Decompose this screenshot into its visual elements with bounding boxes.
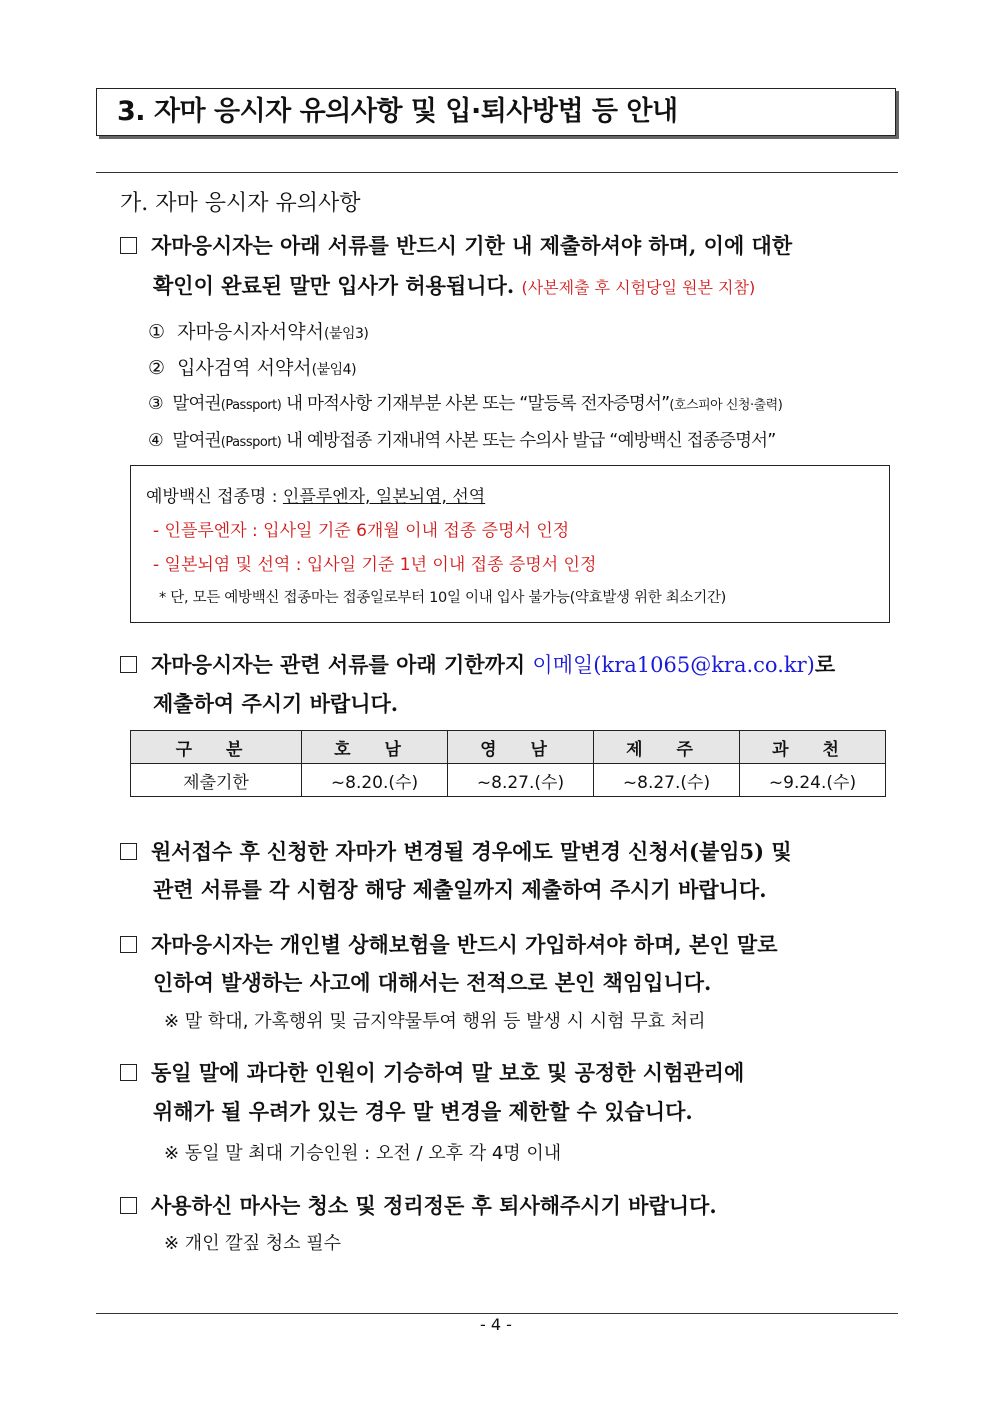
bullet-6-note: ※ 개인 깔짚 청소 필수: [164, 1233, 342, 1254]
item-text: 내 마적사항 기재부분 사본 또는 “말등록 전자증명서”: [281, 394, 670, 414]
bullet-4-note: ※ 말 학대, 가혹행위 및 금지약물투여 행위 등 발생 시 시험 무효 처리: [164, 1011, 706, 1032]
checkbox-icon: [120, 237, 137, 254]
item-text: 말여권: [172, 431, 221, 451]
influenza-rule: - 인플루엔자 : 입사일 기준 6개월 이내 접종 증명서 인정: [153, 521, 570, 541]
vaccine-footnote: * 단, 모든 예방백신 접종마는 접종일로부터 10일 이내 입사 불가능(약효발생 위한 최소기간): [159, 590, 726, 606]
table-cell: ~8.27.(수): [448, 764, 594, 797]
vaccine-names: 인플루엔자, 일본뇌염, 선역: [282, 487, 486, 507]
page-title: 3. 자마 응시자 유의사항 및 입·퇴사방법 등 안내: [117, 96, 678, 127]
bullet-2-text-end: 로: [814, 652, 836, 677]
list-item: [148, 427, 776, 452]
checkbox-icon: [120, 1197, 137, 1214]
title-box: [96, 88, 896, 136]
item-text: 자마응시자서약서: [177, 321, 324, 343]
item-small-text: (붙임3): [323, 326, 369, 342]
bullet-3-line-1: [120, 836, 792, 866]
checkbox-icon: [120, 936, 137, 953]
item-number: ①: [148, 321, 166, 343]
email-link[interactable]: 이메일(kra1065@kra.co.kr): [532, 653, 815, 677]
section-heading: 가. 자마 응시자 유의사항: [120, 191, 361, 216]
table-header-cell: 호 남: [302, 731, 448, 764]
table-header-cell: 구 분: [131, 731, 302, 764]
bullet-5-line-2: 위해가 될 우려가 있는 경우 말 변경을 제한할 수 있습니다.: [153, 1099, 693, 1124]
item-number: ③: [148, 394, 163, 414]
item-small-text: (호스피아 신청·출력): [669, 398, 783, 413]
bullet-3-text: 원서접수 후 신청한 자마가 변경될 경우에도 말변경 신청서(붙임5) 및: [151, 839, 792, 864]
table-cell: ~8.27.(수): [594, 764, 740, 797]
bullet-4-line-2: 인하여 발생하는 사고에 대해서는 전적으로 본인 책임입니다.: [153, 970, 712, 995]
item-text: 입사검역 서약서: [177, 357, 312, 379]
bullet-1-line-2: [153, 270, 755, 300]
list-item: [148, 353, 356, 380]
item-number: ④: [148, 431, 163, 451]
top-divider: [96, 172, 898, 173]
page-number: - 4 -: [480, 1315, 512, 1334]
table-row-label: 제출기한: [131, 764, 302, 797]
vaccine-info-box: [130, 465, 890, 623]
bullet-4-text: 자마응시자는 개인별 상해보험을 반드시 가입하셔야 하며, 본인 말로: [151, 932, 778, 957]
item-small-text: (붙임4): [311, 362, 357, 378]
deadline-table: [130, 730, 886, 797]
checkbox-icon: [120, 656, 137, 673]
item-text: 내 예방접종 기재내역 사본 또는 수의사 발급 “예방백신 접종증명서”: [281, 431, 776, 451]
bullet-1-text: 자마응시자는 아래 서류를 반드시 기한 내 제출하셔야 하며, 이에 대한: [151, 233, 793, 258]
bullet-4-line-1: [120, 929, 778, 959]
bullet-5-line-1: [120, 1057, 744, 1087]
table-header-cell: 영 남: [448, 731, 594, 764]
encephalitis-rule: - 일본뇌염 및 선역 : 입사일 기준 1년 이내 접종 증명서 인정: [153, 555, 597, 575]
list-item: [148, 317, 368, 344]
item-number: ②: [148, 357, 166, 379]
checkbox-icon: [120, 1064, 137, 1081]
checkbox-icon: [120, 843, 137, 860]
bullet-5-text: 동일 말에 과다한 인원이 기승하여 말 보호 및 공정한 시험관리에: [151, 1060, 745, 1085]
bullet-1-line-1: [120, 230, 792, 260]
bullet-6-text: 사용하신 마사는 청소 및 정리정돈 후 퇴사해주시기 바랍니다.: [151, 1193, 717, 1218]
table-cell: ~8.20.(수): [302, 764, 448, 797]
vaccine-names-line: [146, 482, 485, 507]
item-text: 말여권: [172, 394, 221, 414]
bullet-1-text-2: 확인이 완료된 말만 입사가 허용됩니다.: [153, 273, 515, 298]
bottom-divider: [96, 1313, 898, 1314]
bullet-2-line-1: [120, 649, 835, 679]
item-small-text: (Passport): [220, 435, 282, 450]
list-item: [148, 390, 782, 415]
table-row: [131, 764, 886, 797]
table-header-cell: 과 천: [740, 731, 886, 764]
bullet-5-note: ※ 동일 말 최대 기승인원 : 오전 / 오후 각 4명 이내: [164, 1143, 562, 1164]
table-cell: ~9.24.(수): [740, 764, 886, 797]
bullet-1-note: (사본제출 후 시험당일 원본 지참): [521, 278, 756, 297]
bullet-3-line-2: 관련 서류를 각 시험장 해당 제출일까지 제출하여 주시기 바랍니다.: [153, 877, 767, 902]
table-header-cell: 제 주: [594, 731, 740, 764]
bullet-6-line-1: [120, 1190, 717, 1220]
bullet-2-text: 자마응시자는 관련 서류를 아래 기한까지: [151, 652, 533, 677]
vaccine-label: 예방백신 접종명 :: [146, 487, 283, 507]
table-header-row: [131, 731, 886, 764]
bullet-2-line-2: 제출하여 주시기 바랍니다.: [153, 691, 399, 716]
item-small-text: (Passport): [220, 398, 282, 413]
